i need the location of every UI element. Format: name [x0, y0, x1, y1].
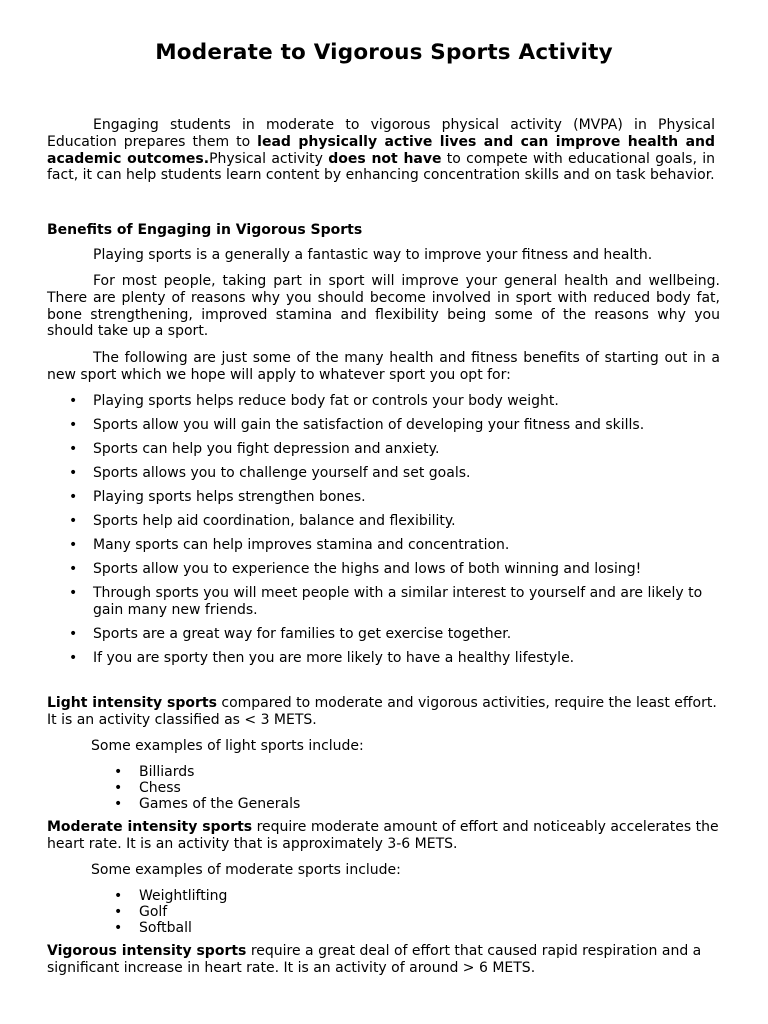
list-item: • Games of the Generals [114, 795, 301, 812]
bullet-icon: • [114, 919, 123, 936]
list-item: • Softball [114, 919, 192, 936]
list-item: • Weightlifting [114, 888, 228, 904]
vigorous-intensity-term: Vigorous intensity sports [47, 943, 247, 959]
benefits-paragraph-3: The following are just some of the many health and fitness benefits of starting out in a new sport which we hope will apply to whatever sport you opt for: [47, 350, 720, 383]
list-item: • Through sports you will meet people with a similar interest to yourself and are likely to gain many new friends. [69, 584, 703, 618]
list-item: • Sports allows you to challenge yourself and set goals. [69, 464, 471, 481]
list-item: • Playing sports helps reduce body fat or controls your body weight. [69, 393, 559, 409]
bullet-icon: • [69, 393, 78, 409]
bullet-icon: • [69, 512, 78, 529]
bullet-icon: • [69, 488, 78, 505]
intro-paragraph [47, 117, 715, 184]
bullet-icon: • [69, 440, 78, 457]
list-item: • Sports are a great way for families to get exercise together. [69, 625, 512, 642]
list-item: • Playing sports helps strengthen bones. [69, 488, 366, 505]
moderate-examples-label: Some examples of moderate sports include: [91, 862, 401, 878]
bullet-icon: • [114, 779, 123, 796]
bullet-icon: • [69, 649, 78, 666]
benefits-paragraph-1: Playing sports is a generally a fantastic way to improve your fitness and health. [93, 247, 653, 263]
benefits-heading: Benefits of Engaging in Vigorous Sports [47, 222, 363, 238]
bullet-icon: • [69, 584, 78, 601]
light-examples-label: Some examples of light sports include: [91, 738, 364, 754]
moderate-intensity-term: Moderate intensity sports [47, 819, 253, 835]
list-item: • Chess [114, 779, 181, 796]
intro-bold-2: does not have [328, 150, 442, 167]
light-intensity-term: Light intensity sports [47, 695, 217, 711]
intro-bold-1: lead physically active lives and can improve health and academic outcomes. [47, 133, 716, 167]
list-item: • Sports can help you fight depression and anxiety. [69, 440, 440, 457]
bullet-icon: • [69, 560, 78, 577]
bullet-icon: • [114, 888, 123, 904]
benefits-list [47, 393, 720, 674]
intro-text-1: Engaging students in moderate to vigorous physical activity (MVPA) in Physical Education prepares them to [47, 117, 715, 150]
light-intensity-paragraph: Light intensity sports compared to moderate and vigorous activities, require the least effort. It is an activity classified as < 3 METS. [47, 695, 717, 728]
bullet-icon: • [114, 764, 123, 780]
list-item: • Sports allow you to experience the highs and lows of both winning and losing! [69, 560, 642, 577]
intro-text-3: to compete with educational goals, in fact, it can help students learn content by enhancing concentration skills and on task behavior. [47, 150, 715, 184]
list-item: • Billiards [114, 764, 195, 780]
list-item: • Golf [114, 903, 168, 920]
vigorous-intensity-paragraph: Vigorous intensity sports require a great deal of effort that caused rapid respiration and a significant increase in heart rate. It is an activity of around > 6 METS. [47, 943, 702, 976]
moderate-examples-list [114, 889, 227, 936]
bullet-icon: • [69, 416, 78, 433]
list-item: • If you are sporty then you are more likely to have a healthy lifestyle. [69, 649, 575, 666]
bullet-icon: • [114, 903, 123, 920]
bullet-icon: • [114, 795, 123, 812]
page-title: Moderate to Vigorous Sports Activity [155, 40, 613, 65]
bullet-icon: • [69, 536, 78, 553]
bullet-icon: • [69, 625, 78, 642]
light-examples-list [114, 765, 300, 812]
moderate-intensity-paragraph: Moderate intensity sports require moderate amount of effort and noticeably accelerates the heart rate. It is an activity that is approximately 3-6 METS. [47, 819, 719, 852]
list-item: • Sports help aid coordination, balance and flexibility. [69, 512, 456, 529]
benefits-paragraph-2: For most people, taking part in sport will improve your general health and wellbeing. There are plenty of reasons why you should become involved in sport with reduced body fat, bone strengthening, improved stamina and flexibility being some of the reasons why you should take up a sport. [47, 273, 720, 340]
bullet-icon: • [69, 464, 78, 481]
intro-text-2: Physical activity [209, 150, 329, 167]
list-item: • Many sports can help improves stamina and concentration. [69, 536, 510, 553]
list-item: • Sports allow you will gain the satisfaction of developing your fitness and skills. [69, 416, 645, 433]
